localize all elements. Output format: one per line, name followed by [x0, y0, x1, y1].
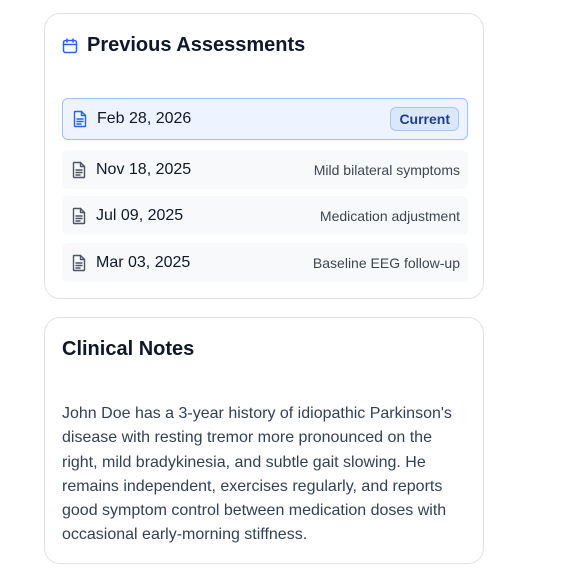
assessment-date: Feb 28, 2026	[97, 110, 192, 127]
assessment-item-current[interactable]	[62, 98, 468, 140]
assessment-note: Medication adjustment	[319, 207, 460, 224]
calendar-icon	[62, 38, 78, 54]
assessment-item[interactable]	[62, 150, 468, 189]
assessment-item[interactable]	[62, 243, 468, 282]
assessment-note: Baseline EEG follow-up	[312, 254, 460, 271]
clinical-notes-title: Clinical Notes	[62, 338, 195, 360]
assessments-header	[62, 34, 305, 57]
assessment-item[interactable]	[62, 196, 468, 235]
clinical-notes-text: John Doe has a 3-year history of idiopathic Parkinson's disease with resting tremor more pronounced on the right, mild bradykinesia, and subtle gait slowing. He remains independent, exercises regularly, and reports good symptom control between medication doses with occasional early-morning stiffness.	[62, 405, 452, 544]
previous-assessments-card	[44, 13, 484, 299]
clinical-notes-card	[44, 317, 484, 564]
assessment-note: Mild bilateral symptoms	[313, 161, 460, 178]
document-icon	[71, 207, 87, 225]
assessment-date: Jul 09, 2025	[96, 206, 184, 224]
document-icon	[71, 254, 87, 272]
assessment-date: Mar 03, 2025	[96, 253, 191, 271]
assessments-title: Previous Assessments	[87, 34, 306, 56]
document-icon	[71, 161, 87, 179]
document-icon	[72, 110, 88, 128]
current-badge: Current	[390, 107, 459, 131]
assessment-date: Nov 18, 2025	[96, 160, 192, 178]
